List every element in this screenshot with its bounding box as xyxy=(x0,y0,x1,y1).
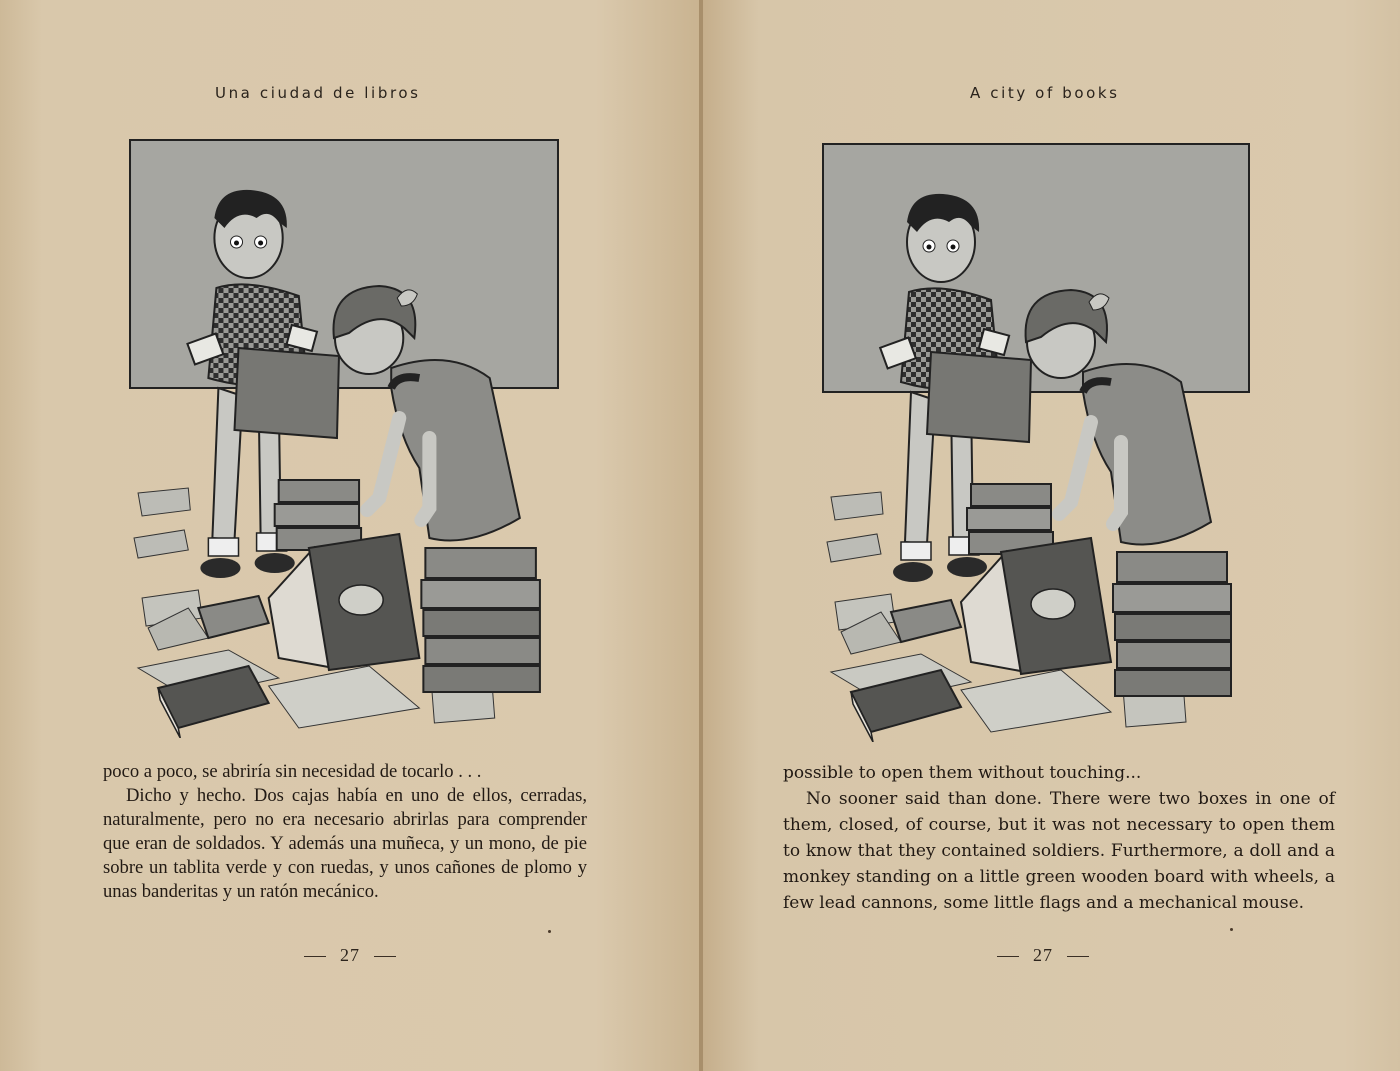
running-head: A city of books xyxy=(970,84,1120,102)
page-number-text: 27 xyxy=(1033,945,1053,965)
illustration-children-with-books xyxy=(128,138,560,738)
illustration-children-with-books xyxy=(821,142,1251,742)
page-number-text: 27 xyxy=(340,945,360,965)
body-text xyxy=(783,760,1335,916)
page-number xyxy=(290,945,410,966)
running-head: Una ciudad de libros xyxy=(215,84,421,102)
page-number xyxy=(983,945,1103,966)
folio-dash xyxy=(1067,956,1089,957)
ink-spot xyxy=(548,930,551,933)
folio-dash xyxy=(374,956,396,957)
paragraph: Dicho y hecho. Dos cajas había en uno de ellos, cerradas, naturalmente, pero no era necesario abrirlas para comprender que eran de soldados. Y además una muñeca, y un mono, de pie sobre un tablita verde y con ruedas, y unos cañones de plomo y unas banderitas y un ratón mecánico. xyxy=(103,785,587,902)
folio-dash xyxy=(997,956,1019,957)
body-text xyxy=(103,760,587,904)
ink-spot xyxy=(1230,928,1233,931)
paragraph: No sooner said than done. There were two boxes in one of them, closed, of course, but it was not necessary to open them to know that they contained soldiers. Furthermore, a doll and a monkey standing on a little green wooden board with wheels, a few lead cannons, some little flags and a mechanical mouse. xyxy=(783,789,1335,913)
paragraph: possible to open them without touching... xyxy=(783,763,1142,783)
right-page xyxy=(703,0,1400,1071)
folio-dash xyxy=(304,956,326,957)
paragraph: poco a poco, se abriría sin necesidad de tocarlo . . . xyxy=(103,761,482,782)
